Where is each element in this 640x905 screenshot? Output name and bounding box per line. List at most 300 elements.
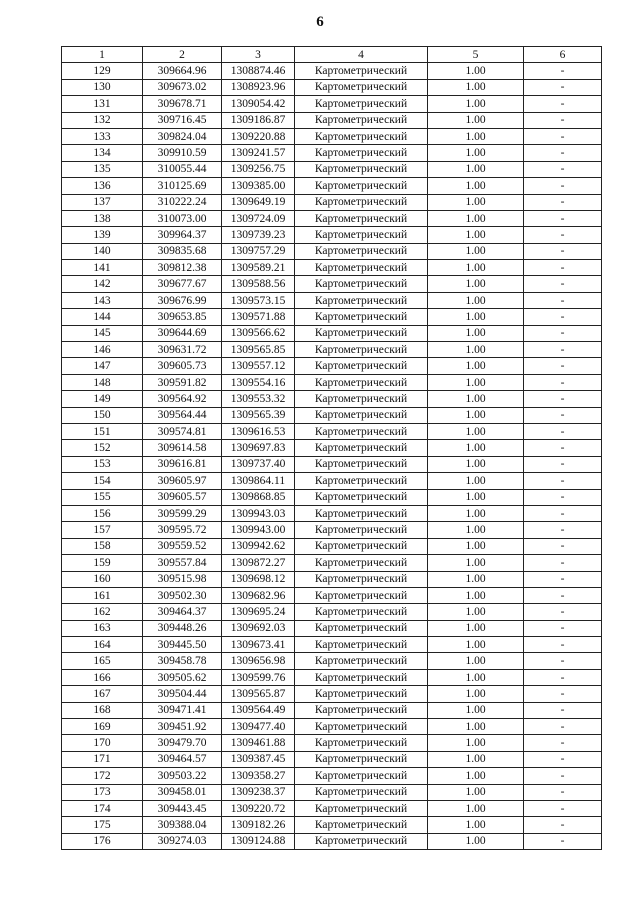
table-cell: -: [524, 669, 602, 685]
table-cell: 138: [62, 210, 143, 226]
table-cell: 1.00: [428, 473, 524, 489]
table-cell: 1309557.12: [222, 358, 295, 374]
table-cell: Картометрический: [295, 817, 428, 833]
table-cell: 1.00: [428, 145, 524, 161]
table-cell: 1309565.87: [222, 686, 295, 702]
table-row: [62, 555, 602, 571]
table-cell: 309559.52: [143, 538, 222, 554]
table-cell: 1309757.29: [222, 243, 295, 259]
table-cell: Картометрический: [295, 505, 428, 521]
table-cell: 148: [62, 374, 143, 390]
table-cell: 1.00: [428, 423, 524, 439]
table-cell: 155: [62, 489, 143, 505]
table-cell: 174: [62, 800, 143, 816]
table-body: [62, 63, 602, 850]
table-cell: 309574.81: [143, 423, 222, 439]
table-row: [62, 768, 602, 784]
table-row: [62, 817, 602, 833]
table-row: [62, 260, 602, 276]
table-cell: 162: [62, 604, 143, 620]
table-cell: 1309054.42: [222, 96, 295, 112]
table-cell: 309599.29: [143, 505, 222, 521]
table-cell: 158: [62, 538, 143, 554]
table-cell: 309448.26: [143, 620, 222, 636]
table-cell: 130: [62, 79, 143, 95]
table-row: [62, 571, 602, 587]
table-cell: -: [524, 423, 602, 439]
table-row: [62, 96, 602, 112]
table-cell: 147: [62, 358, 143, 374]
table-cell: 309464.37: [143, 604, 222, 620]
table-cell: 1.00: [428, 620, 524, 636]
table-cell: 1309571.88: [222, 309, 295, 325]
table-cell: -: [524, 374, 602, 390]
table-cell: 170: [62, 735, 143, 751]
table-cell: -: [524, 702, 602, 718]
table-row: [62, 178, 602, 194]
table-cell: 1309564.49: [222, 702, 295, 718]
table-cell: -: [524, 571, 602, 587]
table-cell: 1.00: [428, 292, 524, 308]
table-cell: -: [524, 210, 602, 226]
table-cell: 1309238.37: [222, 784, 295, 800]
table-cell: 1309698.12: [222, 571, 295, 587]
table-cell: 309479.70: [143, 735, 222, 751]
table-row: [62, 440, 602, 456]
table-cell: 1309656.98: [222, 653, 295, 669]
table-row: [62, 719, 602, 735]
table-cell: 309677.67: [143, 276, 222, 292]
table-cell: 309564.44: [143, 407, 222, 423]
table-row: [62, 800, 602, 816]
table-cell: 309464.57: [143, 751, 222, 767]
table-row: [62, 456, 602, 472]
table-cell: -: [524, 227, 602, 243]
column-header: 5: [428, 47, 524, 63]
table-cell: 1.00: [428, 637, 524, 653]
table-cell: 1.00: [428, 112, 524, 128]
table-cell: Картометрический: [295, 719, 428, 735]
table-cell: -: [524, 391, 602, 407]
table-cell: -: [524, 719, 602, 735]
table-cell: 309564.92: [143, 391, 222, 407]
table-cell: Картометрический: [295, 473, 428, 489]
table-row: [62, 604, 602, 620]
table-cell: 1.00: [428, 702, 524, 718]
table-cell: -: [524, 145, 602, 161]
table-cell: 1309565.85: [222, 342, 295, 358]
table-cell: 310055.44: [143, 161, 222, 177]
table-cell: Картометрический: [295, 292, 428, 308]
table-cell: 1309182.26: [222, 817, 295, 833]
table-cell: 176: [62, 833, 143, 849]
table-cell: Картометрический: [295, 210, 428, 226]
table-cell: 1.00: [428, 79, 524, 95]
table-cell: 1309566.62: [222, 325, 295, 341]
table-row: [62, 751, 602, 767]
table-cell: 309664.96: [143, 63, 222, 79]
table-cell: Картометрический: [295, 145, 428, 161]
table-cell: 1.00: [428, 194, 524, 210]
table-cell: 1.00: [428, 571, 524, 587]
table-cell: 1309553.32: [222, 391, 295, 407]
table-row: [62, 161, 602, 177]
table-cell: Картометрический: [295, 686, 428, 702]
table-cell: 1309616.53: [222, 423, 295, 439]
table-cell: Картометрический: [295, 128, 428, 144]
table-cell: 132: [62, 112, 143, 128]
table-cell: 1309256.75: [222, 161, 295, 177]
table-cell: Картометрический: [295, 669, 428, 685]
table-cell: 133: [62, 128, 143, 144]
table-cell: 1309864.11: [222, 473, 295, 489]
table-header-row: [62, 47, 602, 63]
table-cell: 1309477.40: [222, 719, 295, 735]
table-cell: -: [524, 587, 602, 603]
table-cell: 309458.01: [143, 784, 222, 800]
table-cell: 309678.71: [143, 96, 222, 112]
table-cell: 172: [62, 768, 143, 784]
table-cell: 1.00: [428, 325, 524, 341]
table-cell: 136: [62, 178, 143, 194]
table-cell: 309504.44: [143, 686, 222, 702]
table-cell: 1309124.88: [222, 833, 295, 849]
table-row: [62, 522, 602, 538]
table-cell: 1.00: [428, 96, 524, 112]
table-cell: -: [524, 407, 602, 423]
table-cell: 171: [62, 751, 143, 767]
table-cell: Картометрический: [295, 702, 428, 718]
table-cell: 156: [62, 505, 143, 521]
table-row: [62, 833, 602, 849]
table-cell: 129: [62, 63, 143, 79]
table-cell: -: [524, 79, 602, 95]
table-cell: 309388.04: [143, 817, 222, 833]
table-cell: 309653.85: [143, 309, 222, 325]
table-cell: Картометрический: [295, 571, 428, 587]
table-row: [62, 505, 602, 521]
table-row: [62, 669, 602, 685]
table-cell: 1.00: [428, 63, 524, 79]
table-cell: -: [524, 161, 602, 177]
table-cell: 309964.37: [143, 227, 222, 243]
table-cell: 1308923.96: [222, 79, 295, 95]
table-row: [62, 309, 602, 325]
table-cell: 309451.92: [143, 719, 222, 735]
table-cell: 1.00: [428, 735, 524, 751]
table-cell: 309673.02: [143, 79, 222, 95]
table-cell: 1.00: [428, 374, 524, 390]
table-cell: 166: [62, 669, 143, 685]
coordinates-table: [61, 46, 602, 850]
table-cell: Картометрический: [295, 800, 428, 816]
table-cell: 164: [62, 637, 143, 653]
table-cell: 1.00: [428, 178, 524, 194]
table-cell: 309445.50: [143, 637, 222, 653]
table-cell: Картометрический: [295, 63, 428, 79]
table-cell: Картометрический: [295, 227, 428, 243]
table-cell: 309515.98: [143, 571, 222, 587]
table-cell: Картометрический: [295, 112, 428, 128]
table-cell: Картометрический: [295, 243, 428, 259]
table-cell: 309443.45: [143, 800, 222, 816]
table-cell: Картометрический: [295, 522, 428, 538]
table-cell: -: [524, 538, 602, 554]
table-cell: -: [524, 800, 602, 816]
table-row: [62, 686, 602, 702]
table-row: [62, 653, 602, 669]
table-row: [62, 358, 602, 374]
table-cell: 1309220.88: [222, 128, 295, 144]
table-cell: 1.00: [428, 210, 524, 226]
table-cell: 146: [62, 342, 143, 358]
table-cell: 1.00: [428, 784, 524, 800]
table-row: [62, 342, 602, 358]
table-cell: Картометрический: [295, 309, 428, 325]
table-cell: 1.00: [428, 260, 524, 276]
table-cell: -: [524, 96, 602, 112]
table-cell: 309676.99: [143, 292, 222, 308]
column-header: 6: [524, 47, 602, 63]
table-cell: Картометрический: [295, 79, 428, 95]
table-cell: 310222.24: [143, 194, 222, 210]
table-cell: 1309589.21: [222, 260, 295, 276]
table-cell: 153: [62, 456, 143, 472]
table-row: [62, 407, 602, 423]
table-cell: -: [524, 637, 602, 653]
table-row: [62, 702, 602, 718]
table-cell: 161: [62, 587, 143, 603]
table-cell: 1309186.87: [222, 112, 295, 128]
table-row: [62, 145, 602, 161]
table-cell: 1309737.40: [222, 456, 295, 472]
table-cell: -: [524, 604, 602, 620]
table-cell: 1.00: [428, 686, 524, 702]
table-cell: -: [524, 309, 602, 325]
table-cell: Картометрический: [295, 325, 428, 341]
table-cell: 309605.97: [143, 473, 222, 489]
table-cell: 142: [62, 276, 143, 292]
table-cell: 151: [62, 423, 143, 439]
table-cell: 1309697.83: [222, 440, 295, 456]
table-cell: 1309673.41: [222, 637, 295, 653]
table-cell: -: [524, 620, 602, 636]
table-cell: -: [524, 473, 602, 489]
table-cell: 1.00: [428, 276, 524, 292]
table-cell: Картометрический: [295, 604, 428, 620]
table-cell: -: [524, 194, 602, 210]
table-cell: 309605.57: [143, 489, 222, 505]
table-cell: -: [524, 505, 602, 521]
table-cell: -: [524, 751, 602, 767]
table-cell: 169: [62, 719, 143, 735]
table-cell: 1309872.27: [222, 555, 295, 571]
table-row: [62, 391, 602, 407]
table-cell: 1309724.09: [222, 210, 295, 226]
table-cell: 309505.62: [143, 669, 222, 685]
table-cell: 165: [62, 653, 143, 669]
table-cell: 1309739.23: [222, 227, 295, 243]
table-cell: 168: [62, 702, 143, 718]
table-cell: -: [524, 784, 602, 800]
table-cell: Картометрический: [295, 637, 428, 653]
table-cell: 137: [62, 194, 143, 210]
table-cell: 1309385.00: [222, 178, 295, 194]
table-cell: 309910.59: [143, 145, 222, 161]
table-cell: 1.00: [428, 440, 524, 456]
table-cell: Картометрический: [295, 833, 428, 849]
table-cell: Картометрический: [295, 276, 428, 292]
table-row: [62, 128, 602, 144]
table-row: [62, 79, 602, 95]
table-cell: Картометрический: [295, 768, 428, 784]
table-cell: 1309358.27: [222, 768, 295, 784]
table-cell: 135: [62, 161, 143, 177]
table-row: [62, 489, 602, 505]
table-cell: 143: [62, 292, 143, 308]
table-cell: 1309565.39: [222, 407, 295, 423]
table-cell: 1309695.24: [222, 604, 295, 620]
table-cell: 309605.73: [143, 358, 222, 374]
table-cell: 309835.68: [143, 243, 222, 259]
table-cell: -: [524, 292, 602, 308]
table-cell: -: [524, 456, 602, 472]
table-cell: Картометрический: [295, 407, 428, 423]
table-cell: 167: [62, 686, 143, 702]
table-cell: 1309220.72: [222, 800, 295, 816]
table-cell: 1.00: [428, 309, 524, 325]
table-cell: 1.00: [428, 587, 524, 603]
table-cell: 154: [62, 473, 143, 489]
table-cell: 1309682.96: [222, 587, 295, 603]
table-cell: 1.00: [428, 489, 524, 505]
column-header: 2: [143, 47, 222, 63]
table-cell: 1309241.57: [222, 145, 295, 161]
table-cell: -: [524, 489, 602, 505]
table-cell: 134: [62, 145, 143, 161]
table-cell: Картометрический: [295, 489, 428, 505]
table-cell: 1.00: [428, 342, 524, 358]
table-cell: 144: [62, 309, 143, 325]
table-cell: 1309599.76: [222, 669, 295, 685]
table-cell: 131: [62, 96, 143, 112]
table-cell: 1309588.56: [222, 276, 295, 292]
table-row: [62, 587, 602, 603]
table-cell: 309616.81: [143, 456, 222, 472]
table-cell: 1.00: [428, 719, 524, 735]
table-cell: Картометрический: [295, 653, 428, 669]
table-cell: 310125.69: [143, 178, 222, 194]
table-cell: 309502.30: [143, 587, 222, 603]
table-cell: 1309943.03: [222, 505, 295, 521]
table-cell: Картометрический: [295, 555, 428, 571]
table-cell: 1309387.45: [222, 751, 295, 767]
table-cell: 1309692.03: [222, 620, 295, 636]
table-cell: -: [524, 735, 602, 751]
table-row: [62, 538, 602, 554]
table-cell: 1309649.19: [222, 194, 295, 210]
table-cell: 173: [62, 784, 143, 800]
table-row: [62, 194, 602, 210]
table-cell: Картометрический: [295, 784, 428, 800]
table-cell: -: [524, 112, 602, 128]
table-cell: Картометрический: [295, 358, 428, 374]
table-cell: 1309868.85: [222, 489, 295, 505]
table-cell: 309557.84: [143, 555, 222, 571]
table-cell: 309274.03: [143, 833, 222, 849]
table-cell: 1.00: [428, 555, 524, 571]
table-cell: Картометрический: [295, 440, 428, 456]
table-cell: Картометрический: [295, 751, 428, 767]
table-cell: Картометрический: [295, 391, 428, 407]
table-row: [62, 112, 602, 128]
table-cell: 1.00: [428, 456, 524, 472]
table-cell: 309471.41: [143, 702, 222, 718]
table-cell: 1.00: [428, 128, 524, 144]
table-cell: 1.00: [428, 227, 524, 243]
table-cell: Картометрический: [295, 620, 428, 636]
table-cell: -: [524, 522, 602, 538]
table-cell: Картометрический: [295, 178, 428, 194]
table-row: [62, 325, 602, 341]
table-row: [62, 784, 602, 800]
table-cell: 1.00: [428, 522, 524, 538]
table-cell: 160: [62, 571, 143, 587]
table-cell: 309614.58: [143, 440, 222, 456]
table-cell: 1.00: [428, 833, 524, 849]
table-cell: Картометрический: [295, 587, 428, 603]
table-cell: 1.00: [428, 161, 524, 177]
table-row: [62, 63, 602, 79]
table-cell: 140: [62, 243, 143, 259]
table-cell: -: [524, 260, 602, 276]
table-cell: 1308874.46: [222, 63, 295, 79]
table-row: [62, 243, 602, 259]
table-cell: 1.00: [428, 505, 524, 521]
table-cell: Картометрический: [295, 423, 428, 439]
page-number: 6: [316, 14, 324, 30]
table-row: [62, 473, 602, 489]
table-row: [62, 227, 602, 243]
table-cell: Картометрический: [295, 538, 428, 554]
table-cell: 1.00: [428, 768, 524, 784]
table-cell: -: [524, 686, 602, 702]
table-cell: 1.00: [428, 407, 524, 423]
table-cell: 175: [62, 817, 143, 833]
table-cell: 157: [62, 522, 143, 538]
table-cell: 309812.38: [143, 260, 222, 276]
table-cell: 309824.04: [143, 128, 222, 144]
table-cell: Картометрический: [295, 96, 428, 112]
table-row: [62, 620, 602, 636]
table-cell: 1309461.88: [222, 735, 295, 751]
table-cell: 309631.72: [143, 342, 222, 358]
table-cell: 139: [62, 227, 143, 243]
table-cell: 1.00: [428, 538, 524, 554]
table-cell: 150: [62, 407, 143, 423]
table-cell: 1.00: [428, 751, 524, 767]
table-cell: 1309573.15: [222, 292, 295, 308]
table-row: [62, 210, 602, 226]
table-cell: 141: [62, 260, 143, 276]
table-cell: Картометрический: [295, 456, 428, 472]
table-row: [62, 423, 602, 439]
table-cell: 1.00: [428, 391, 524, 407]
table-cell: Картометрический: [295, 161, 428, 177]
table-cell: -: [524, 817, 602, 833]
table-cell: 309458.78: [143, 653, 222, 669]
table-cell: 310073.00: [143, 210, 222, 226]
